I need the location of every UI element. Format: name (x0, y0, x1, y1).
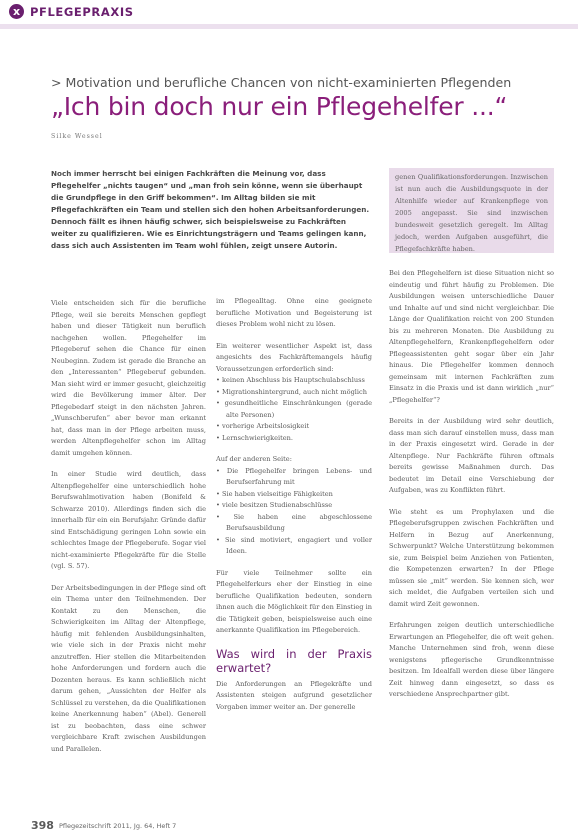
paragraph: im Pflegealltag. Ohne eine geeignete berufliche Motivation und Begeisterung ist dieses Problem wohl nicht zu lösen. (216, 297, 372, 328)
info-box (389, 168, 554, 253)
text-column-3 (389, 268, 554, 711)
section-badge-icon: x (9, 4, 24, 19)
list-item: • keinen Abschluss bis Hauptschulabschluss (216, 376, 365, 384)
page-number: 398 (31, 819, 54, 832)
paragraph: Viele entscheiden sich für die berufliche Pflege, weil sie bereits Menschen gepflegt haben und dieser Tätigkeit nun beruflich nachgehen wollen. Pflegehelfer im Pflegeberuf sehen die Chance für einen Neubeginn. Zudem ist gerade die Branche an den „Interessanten“ Pflegeberuf gebunden. Man sieht wird er immer gesucht, gleichzeitig wird die Bevölkerung immer älter. Der Pflegebedarf steigt in den nächsten Jahren. „Wunschberufen“ aber bevor man erkannt hat, dass man in der Pflege arbeiten muss, werden Altenpflegehelfer schon im Alltag damit umgehen können. (51, 299, 206, 457)
article-kicker: > Motivation und berufliche Chancen von nicht-examinierten Pflegenden (51, 75, 512, 90)
article-lead (51, 168, 371, 252)
list-item: • Migrationshintergrund, auch nicht möglich (216, 387, 367, 396)
paragraph: Der Arbeitsbedingungen in der Pflege sind oft ein Thema unter den Teilnehmenden. Der Kontakt zu den Menschen, die Schwierigkeiten im Alltag der Altenpflege, häufig mit fehlenden Ausbildungsinhalten, wie viele sich in der Praxis nicht mehr anzutreffen. Hier stellen die Mitarbeitenden hohe Anforderungen und fordern auch die Dozenten heraus. Es kann schließlich nicht darum gehen, „Aussichten der Helfer als Schlüssel zu verstehen, da die Qualifikationen keine Anerkennung haben“ (Abel). Generell ist zu beobachten, dass eine schwer vergleichbare Kraft zwischen Ausbildungen und Parallelen. (51, 583, 206, 753)
text-column-1 (51, 298, 206, 765)
bullet-list (216, 466, 372, 558)
list-item: • Sie sind motiviert, engagiert und voller Ideen. (216, 535, 372, 555)
paragraph: Erfahrungen zeigen deutlich unterschiedliche Erwartungen an Pflegehelfer, die oft weit gehen. Manche Unternehmen sind froh, wenn diese wenigstens pflegerische Grundkenntnisse besitzen. Im Idealfall werden diese über längere Zeit hinweg dann eingesetzt, so dass es verschiedene Ansprechpartner gibt. (389, 621, 554, 698)
list-intro: Ein weiterer wesentlicher Aspekt ist, dass angesichts des Fachkräftemangels häufig Voraussetzungen erforderlich sind: (216, 341, 372, 373)
paragraph: Bei den Pflegehelfern ist diese Situation nicht so eindeutig und führt häufig zu Problemen. Die Ausbildungen weisen unterschiedliche Dauer und Inhalte auf und sind nicht vergleichbar. Die Länge der Qualifikation reicht von 200 Stunden bis zu mehreren Monaten. Die Ausbildung zu Altenpflegehelfern, Krankenpflegehelfern oder Pflegeassistenten geht sogar über ein Jahr hinaus. Die Pflegehelfer kommen dennoch gemeinsam mit internen Fachkräften zum Einsatz in die Praxis und ist dann wirklich „nur“ „Pflegehelfer“? (389, 269, 554, 404)
journal-citation: Pflegezeitschrift 2011, Jg. 64, Heft 7 (59, 822, 177, 830)
list-intro: Auf der anderen Seite: (216, 455, 292, 463)
paragraph: In einer Studie wird deutlich, dass Altenpflegehelfer eine unterschiedlich hohe Berufswahlmotivation haben (Bonifeld & Schwarze 2010). Allerdings finden sich die innerhalb für ein ein Berufsjahr. Gründe dafür sind Entschädigung geringen Lohn sowie ein schlechtes Image der Pflegeberufe. Sogar viel nicht-examinierte Pflegekräfte für die Stelle (vgl. S. 57). (51, 470, 206, 570)
list-item: • gesundheitliche Einschränkungen (gerade alte Personen) (216, 399, 372, 419)
list-item: • Sie haben eine abgeschlossene Berufsausbildung (216, 512, 372, 532)
paragraph: Für viele Teilnehmer sollte ein Pflegehelferkurs eher der Einstieg in eine berufliche Qualifikation bedeuten, sondern ihnen auch die Möglichkeit für den Einstieg in die Tätigkeit geben, beispielsweise auch eine anerkannte Qualifikation im Pflegebereich. (216, 568, 372, 634)
list-item: • Die Pflegehelfer bringen Lebens- und Berufserfahrung mit (216, 466, 372, 486)
article-headline: „Ich bin doch nur ein Pflegehelfer ...“ (51, 92, 508, 121)
list-item: • Sie haben vielseitige Fähigkeiten (216, 489, 333, 498)
lead-text: Noch immer herrscht bei einigen Fachkräften die Meinung vor, dass Pflegehelfer „nichts taugen“ und „man froh sein könne, wenn sie überhaupt die Grundpflege in den Griff bekommen“. Im Alltag bilden sie mit Pflegefachkräften ein Team und stellen sich den hohen Arbeitsanforderungen. Dennoch fällt es ihnen häufig schwer, sich beispielsweise zu Fachkräften weiter zu qualifizieren. Wie es Einrichtungsträgern und Teams gelingen kann, dass sich auch Assistenten im Team wohl fühlen, zeigt unsere Autorin. (51, 169, 370, 250)
paragraph: Wie steht es um Prophylaxen und die Pflegeberufsgruppen zwischen Fachkräften und Helfern in Bezug auf Anerkennung, Schwerpunkt? Welche Unterstützung bekommen sie, zum Beispiel beim Anziehen von Patienten, die Kompetenzen erwarten? In der Pflege müssen sie „mit“ werden. Sie kennen sich, wer sich meldet, die Aufgaben verteilen sich und damit wird Zeit gewonnen. (389, 507, 554, 608)
paragraph: Die Anforderungen an Pflegekräfte und Assistenten steigen aufgrund gesetzlicher Vorgaben immer weiter an. Der generelle (216, 679, 372, 711)
bullet-list (216, 375, 372, 444)
header-rule (0, 24, 578, 29)
list-item: • viele besitzen Studienabschlüsse (216, 501, 333, 509)
info-box-text: genen Qualifikationsforderungen. Inzwischen ist nun auch die Ausbildungsquote in der Altenhilfe wieder auf Krankenpflege von 2005 angepasst. Sie sind inzwischen bundesweit gesetzlich geregelt. Im Alltag jedoch, werden Aufgaben ausgeführt, die Pflegefachkräfte haben. (395, 173, 548, 253)
list-item: • vorherige Arbeitslosigkeit (216, 422, 310, 430)
list-item: • Lernschwierigkeiten. (216, 433, 294, 442)
text-column-2 (216, 296, 372, 723)
section-label: PFLEGEPRAXIS (30, 5, 134, 19)
section-subheading: Was wird in der Praxis erwartet? (216, 646, 372, 675)
article-author: Silke Wessel (51, 133, 103, 140)
paragraph: Bereits in der Ausbildung wird sehr deutlich, dass man sich darauf einstellen muss, dass man in der Praxis eingesetzt wird. Gerade in der Altenpflege. Nur Fachkräfte führen oftmals bereits gewisse Maßnahmen durch. Das bedeutet im Detail eine Verschiebung der Aufgaben, was zu Konflikten führt. (389, 417, 554, 494)
